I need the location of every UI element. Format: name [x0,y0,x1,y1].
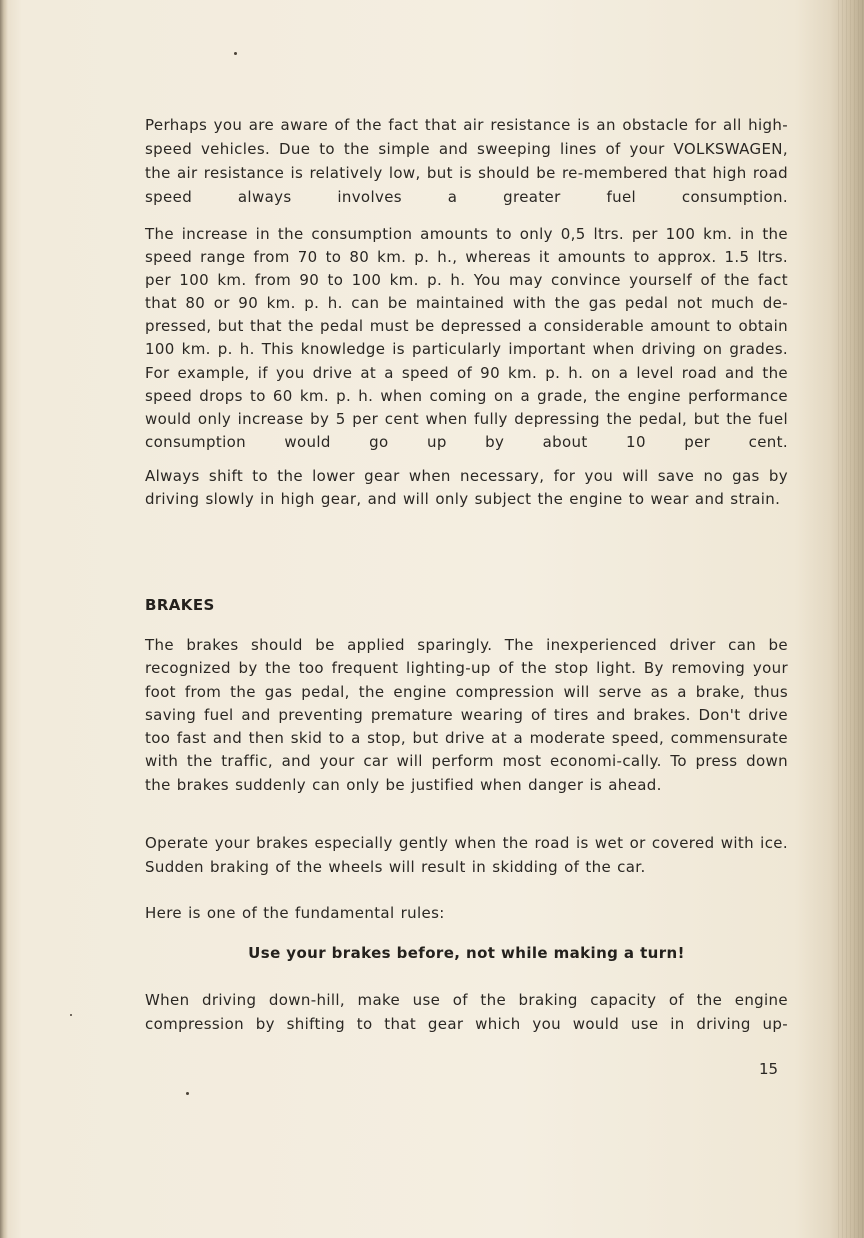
paragraph-fundamental-rules: Here is one of the fundamental rules: [145,904,445,922]
section-heading-brakes: BRAKES [145,596,215,614]
page-number: 15 [759,1060,779,1078]
page-spine-shadow [0,0,8,1238]
paper-speck [70,1014,72,1016]
fundamental-rule: Use your brakes before, not while making a turn! [248,944,685,962]
page-edge [838,0,864,1238]
paper-speck [186,1092,189,1095]
paragraph-shift-gear: Always shift to the lower gear when necessary, for you will save no gas by driving slowly in high gear, and will only subject the engine to wear and strain. [145,467,788,508]
paragraph-air-resistance: Perhaps you are aware of the fact that air resistance is an obstacle for all high-speed vehicles. Due to the simple and sweeping lines of your VOLKSWAGEN, the air resistance is relatively low, but is should be re-membered that high road speed always involves a greater fuel consumption. [145,116,788,206]
paragraph-brakes-sparingly: The brakes should be applied sparingly. The inexperienced driver can be recognized by the too frequent lighting-up of the stop light. By removing your foot from the gas pedal, the engine compression will serve as a brake, thus saving fuel and preventing premature wearing of tires and brakes. Don't drive too fast and then skid to a stop, but drive at a moderate speed, commensurate with the traffic, and your car will perform most economi-cally. To press down the brakes suddenly can only be justified when danger is ahead. [145,636,788,794]
paper-speck [234,52,237,55]
paragraph-brakes-gently: Operate your brakes especially gently when the road is wet or covered with ice. Sudden braking of the wheels will result in skidding of the car. [145,834,788,876]
paragraph-down-hill: When driving down-hill, make use of the braking capacity of the engine compression by shifting to that gear which you would use in driving up- [145,991,788,1033]
paragraph-consumption: The increase in the consumption amounts to only 0,5 ltrs. per 100 km. in the speed range from 70 to 80 km. p. h., whereas it amounts to approx. 1.5 ltrs. per 100 km. from 90 to 100 km. p. h. You may convince yourself of the fact that 80 or 90 km. p. h. can be maintained with the gas pedal not much de-pressed, but that the pedal must be depressed a considerable amount to obtain 100 km. p. h. This knowledge is particularly important when driving on grades. For example, if you drive at a speed of 90 km. p. h. on a level road and the speed drops to 60 km. p. h. when coming on a grade, the engine performance would only increase by 5 per cent when fully depressing the pedal, but the fuel consumption would go up by about 10 per cent. [145,225,788,451]
